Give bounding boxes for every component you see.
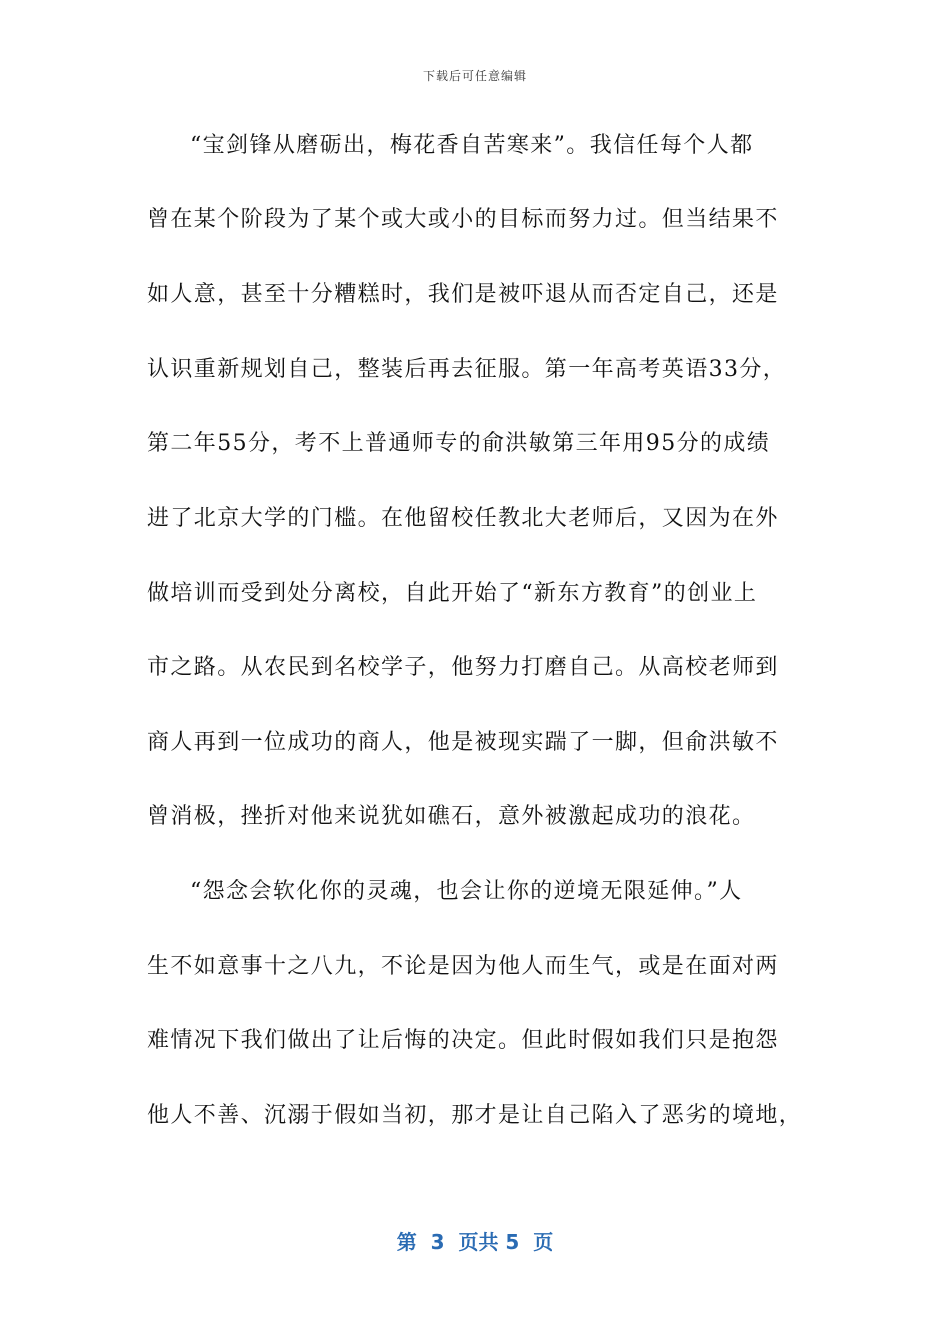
paragraph-line: 曾消极，挫折对他来说犹如礁石，意外被激起成功的浪花。 [147, 804, 756, 829]
paragraph-line: “怨念会软化你的灵魂，也会让你的逆境无限延伸。”人 [190, 879, 743, 904]
paragraph-line: 商人再到一位成功的商人，他是被现实踹了一脚，但俞洪敏不 [147, 730, 779, 755]
paragraph-line: 难情况下我们做出了让后悔的决定。但此时假如我们只是抱怨 [147, 1028, 779, 1053]
paragraph-line: 如人意，甚至十分糟糕时，我们是被吓退从而否定自己，还是 [147, 282, 779, 307]
paragraph-line: 做培训而受到处分离校，自此开始了“新东方教育”的创业上 [147, 581, 758, 606]
paragraph-line: 进了北京大学的门槛。在他留校任教北大老师后，又因为在外 [147, 506, 779, 531]
paragraph-line: 认识重新规划自己，整装后再去征服。第一年高考英语33分， [147, 357, 787, 382]
paragraph-line: 曾在某个阶段为了某个或大或小的目标而努力过。但当结果不 [147, 207, 779, 232]
header-note: 下载后可任意编辑 [422, 69, 527, 83]
paragraph-line: 第二年55分，考不上普通师专的俞洪敏第三年用95分的成绩 [147, 431, 771, 456]
paragraph-line: 生不如意事十之八九，不论是因为他人而生气，或是在面对两 [147, 954, 779, 979]
page-number-footer: 第 3 页共 5 页 [396, 1230, 554, 1254]
paragraph-line: 他人不善、沉溺于假如当初，那才是让自己陷入了恶劣的境地， [147, 1103, 803, 1128]
paragraph-line: 市之路。从农民到名校学子，他努力打磨自己。从高校老师到 [147, 655, 779, 680]
paragraph-line: “宝剑锋从磨砺出，梅花香自苦寒来”。我信任每个人都 [190, 133, 754, 158]
